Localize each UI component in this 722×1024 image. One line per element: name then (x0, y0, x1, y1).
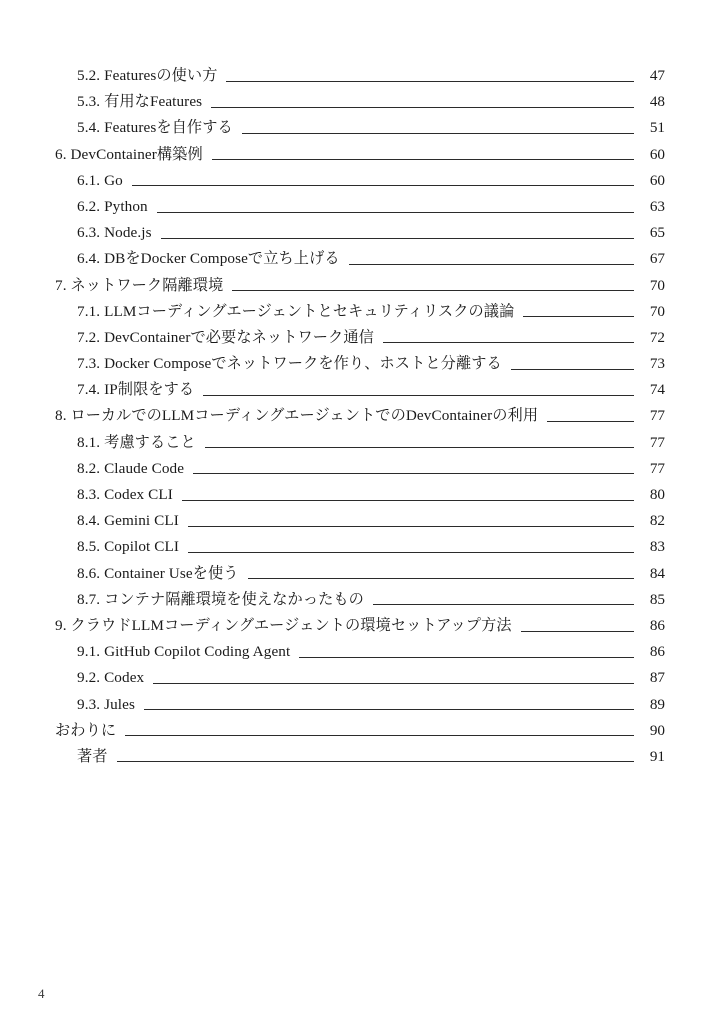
toc-entry-title: 9.3. Jules (77, 695, 135, 713)
toc-entry[interactable] (0, 430, 722, 456)
toc-entry-title: 8.7. コンテナ隔離環境を使えなかったもの (77, 590, 364, 608)
toc-leader-rule (349, 259, 634, 260)
toc-leader-rule (205, 442, 634, 443)
toc-entry[interactable] (0, 351, 722, 377)
toc-leader-rule (523, 311, 634, 312)
toc-entry-page-number: 82 (649, 512, 665, 530)
toc-leader-rule (132, 180, 634, 181)
toc-entry-title: 7.3. Docker Composeでネットワークを作り、ホストと分離する (77, 355, 502, 373)
toc-leader-rule (182, 495, 634, 496)
toc-entry[interactable] (0, 63, 722, 89)
toc-leader-rule (248, 573, 634, 574)
toc-leader-rule (211, 102, 634, 103)
toc-entry-title: 9. クラウドLLMコーディングエージェントの環境セットアップ方法 (55, 616, 512, 634)
toc-entry[interactable] (0, 665, 722, 691)
toc-leader-rule (299, 652, 634, 653)
toc-leader-rule (212, 154, 634, 155)
toc-entry-title: 5.2. Featuresの使い方 (77, 67, 218, 84)
toc-entry-page-number: 85 (649, 590, 665, 608)
toc-entry-title: 9.2. Codex (77, 669, 145, 687)
toc-entry-title: 7.4. IP制限をする (77, 381, 195, 399)
toc-entry-page-number: 86 (649, 643, 665, 661)
toc-entry-page-number: 48 (649, 93, 665, 111)
toc-leader-rule (226, 76, 634, 77)
toc-entry[interactable] (0, 246, 722, 272)
toc-entry-title: 6.2. Python (77, 197, 148, 215)
toc-entry-page-number: 77 (649, 433, 665, 451)
toc-entry-page-number: 70 (649, 276, 665, 294)
toc-entry[interactable] (0, 299, 722, 325)
toc-entry-page-number: 80 (649, 486, 665, 503)
toc-entry-page-number: 60 (649, 145, 665, 163)
toc-entry-page-number: 47 (649, 67, 665, 84)
toc-entry-title: 8.5. Copilot CLI (77, 538, 180, 556)
toc-entry[interactable] (0, 220, 722, 246)
toc-entry[interactable] (0, 744, 722, 770)
toc-entry-page-number: 67 (649, 250, 665, 268)
page-number: 4 (38, 986, 45, 1001)
toc-entry-title: 8. ローカルでのLLMコーディングエージェントでのDevContainerの利用 (55, 407, 539, 425)
toc-entry-page-number: 74 (649, 381, 665, 399)
toc-entry-page-number: 63 (649, 197, 665, 215)
toc-entry[interactable] (0, 403, 722, 429)
toc-entry-title: 8.4. Gemini CLI (77, 512, 179, 530)
toc-entry[interactable] (0, 89, 722, 115)
toc-entry-page-number: 77 (649, 459, 665, 477)
toc-leader-rule (144, 704, 634, 705)
toc-leader-rule (117, 756, 634, 757)
toc-entry-title: 8.3. Codex CLI (77, 486, 173, 503)
toc-entry-page-number: 73 (649, 355, 665, 373)
toc-entry[interactable] (0, 325, 722, 351)
toc-leader-rule (161, 233, 634, 234)
toc-entry[interactable] (0, 587, 722, 613)
toc-entry-list (0, 63, 722, 770)
toc-entry-page-number: 72 (649, 328, 665, 346)
toc-entry-title: 7. ネットワーク隔離環境 (55, 276, 224, 294)
toc-entry[interactable] (0, 508, 722, 534)
toc-entry-page-number: 70 (649, 302, 665, 320)
toc-entry-title: 7.2. DevContainerで必要なネットワーク通信 (77, 328, 374, 346)
toc-entry-title: 6.4. DBをDocker Composeで立ち上げる (77, 250, 340, 268)
toc-entry-page-number: 65 (649, 224, 665, 242)
toc-leader-rule (383, 337, 634, 338)
toc-entry-title: 5.3. 有用なFeatures (77, 93, 203, 111)
toc-entry-title: 著者 (77, 747, 108, 765)
toc-leader-rule (242, 128, 634, 129)
toc-leader-rule (153, 678, 634, 679)
toc-entry-title: 8.2. Claude Code (77, 459, 185, 477)
toc-leader-rule (373, 599, 634, 600)
toc-leader-rule (521, 626, 634, 627)
toc-entry-title: 8.6. Container Useを使う (77, 564, 239, 582)
toc-entry[interactable] (0, 613, 722, 639)
toc-entry[interactable] (0, 692, 722, 718)
toc-entry[interactable] (0, 456, 722, 482)
toc-leader-rule (157, 207, 634, 208)
toc-entry-title: 7.1. LLMコーディングエージェントとセキュリティリスクの議論 (77, 302, 515, 320)
toc-entry[interactable] (0, 639, 722, 665)
toc-entry-title: 6.3. Node.js (77, 224, 152, 242)
toc-entry-page-number: 83 (649, 538, 665, 556)
toc-leader-rule (232, 285, 634, 286)
toc-entry-page-number: 77 (649, 407, 665, 425)
toc-entry-page-number: 86 (649, 616, 665, 634)
toc-entry[interactable] (0, 273, 722, 299)
toc-entry-page-number: 89 (649, 695, 665, 713)
toc-entry[interactable] (0, 115, 722, 141)
toc-entry-page-number: 91 (649, 747, 665, 765)
toc-entry-page-number: 84 (649, 564, 665, 582)
toc-leader-rule (125, 730, 634, 731)
toc-leader-rule (188, 521, 634, 522)
toc-entry[interactable] (0, 482, 722, 508)
toc-entry-title: おわりに (55, 721, 117, 739)
toc-entry-page-number: 51 (649, 119, 665, 137)
toc-entry-title: 5.4. Featuresを自作する (77, 119, 233, 137)
toc-entry[interactable] (0, 194, 722, 220)
toc-entry[interactable] (0, 718, 722, 744)
toc-entry-title: 6.1. Go (77, 171, 123, 189)
toc-entry-title: 8.1. 考慮すること (77, 433, 196, 451)
toc-leader-rule (188, 547, 634, 548)
toc-leader-rule (547, 416, 634, 417)
toc-entry[interactable] (0, 561, 722, 587)
toc-leader-rule (193, 468, 634, 469)
toc-entry[interactable] (0, 142, 722, 168)
toc-leader-rule (203, 390, 634, 391)
toc-entry-title: 6. DevContainer構築例 (55, 145, 203, 163)
toc-entry[interactable] (0, 377, 722, 403)
toc-entry-page-number: 60 (649, 171, 665, 189)
toc-entry[interactable] (0, 168, 722, 194)
toc-entry[interactable] (0, 534, 722, 560)
toc-entry-page-number: 87 (649, 669, 665, 687)
toc-leader-rule (511, 364, 634, 365)
toc-entry-page-number: 90 (649, 721, 665, 739)
toc-entry-title: 9.1. GitHub Copilot Coding Agent (77, 643, 291, 661)
